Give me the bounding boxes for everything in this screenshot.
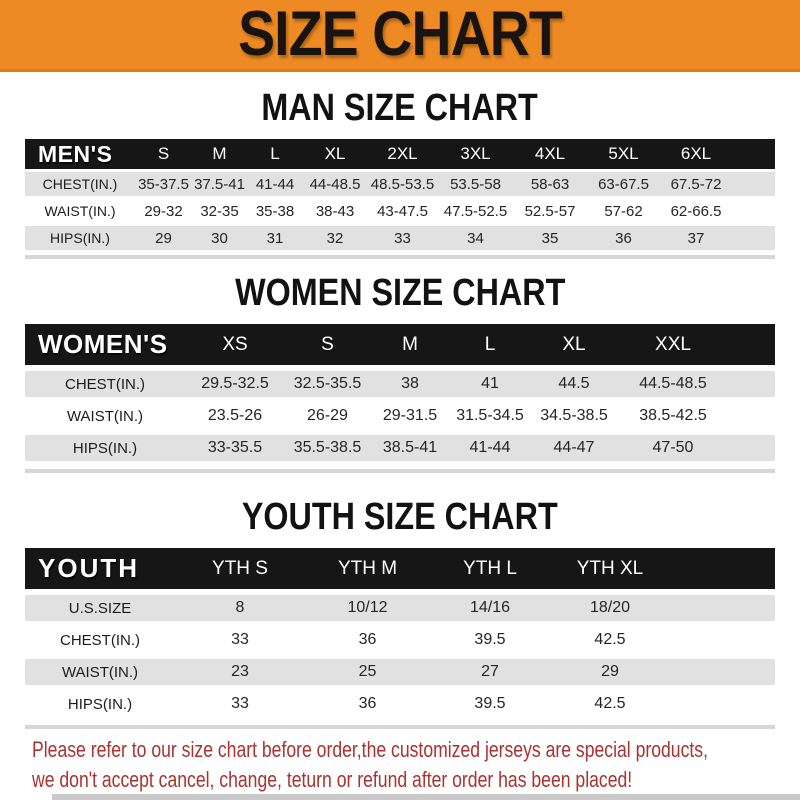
value-cell: 44-48.5: [303, 172, 367, 196]
women-section-heading: [0, 273, 800, 313]
value-cell: 38: [370, 371, 450, 397]
youth-chest-row: [25, 627, 775, 653]
value-cell: 32.5-35.5: [285, 371, 370, 397]
value-cell: 39.5: [430, 627, 550, 653]
value-cell: 35.5-38.5: [285, 435, 370, 461]
page-title: SIZE CHART: [238, 0, 562, 69]
value-cell: 47.5-52.5: [438, 199, 513, 223]
size-header-cell: 4XL: [513, 139, 587, 169]
row-label-cell: HIPS(IN.): [25, 691, 175, 717]
value-cell: 35-37.5: [135, 172, 192, 196]
value-cell: 29-31.5: [370, 403, 450, 429]
value-cell: 38-43: [303, 199, 367, 223]
size-header-cell: S: [135, 139, 192, 169]
size-header-cell: M: [370, 324, 450, 365]
value-cell: 38.5-41: [370, 435, 450, 461]
size-header-cell: YTH M: [305, 548, 430, 589]
value-cell: 29.5-32.5: [185, 371, 285, 397]
row-label-cell: HIPS(IN.): [25, 435, 185, 461]
size-header-cell: YTH XL: [550, 548, 670, 589]
value-cell: 36: [587, 226, 660, 250]
size-header-cell: YTH S: [175, 548, 305, 589]
policy-line-1: Please refer to our size chart before order,the customized jerseys are special products,: [32, 737, 708, 762]
spacer-cell: [728, 324, 775, 365]
value-cell: 23.5-26: [185, 403, 285, 429]
spacer-cell: [732, 139, 775, 169]
size-header-cell: S: [285, 324, 370, 365]
men-chest-row: [25, 172, 775, 196]
women-hips-row: [25, 435, 775, 461]
youth-section-heading: [0, 497, 800, 537]
value-cell: 33-35.5: [185, 435, 285, 461]
value-cell: 33: [367, 226, 438, 250]
value-cell: 44.5: [530, 371, 618, 397]
size-header-cell: L: [247, 139, 303, 169]
men-corner-label: MEN'S: [25, 139, 135, 169]
size-header-cell: YTH L: [430, 548, 550, 589]
men-section-heading-text: MAN SIZE CHART: [261, 87, 539, 129]
youth-waist-row: [25, 659, 775, 685]
men-table-bottom-edge: [25, 255, 775, 259]
value-cell: 47-50: [618, 435, 728, 461]
value-cell: 23: [175, 659, 305, 685]
value-cell: 36: [305, 691, 430, 717]
policy-line-2: we don't accept cancel, change, teturn or refund after order has been placed!: [32, 767, 633, 792]
value-cell: 37: [660, 226, 732, 250]
women-table-bottom-edge: [25, 469, 775, 473]
spacer-cell: [728, 371, 775, 397]
value-cell: 33: [175, 627, 305, 653]
size-header-cell: L: [450, 324, 530, 365]
men-section-heading: [0, 88, 800, 128]
spacer-cell: [670, 627, 775, 653]
youth-hips-row: [25, 691, 775, 717]
value-cell: 42.5: [550, 691, 670, 717]
spacer-cell: [670, 595, 775, 621]
value-cell: 38.5-42.5: [618, 403, 728, 429]
value-cell: 41-44: [450, 435, 530, 461]
value-cell: 35: [513, 226, 587, 250]
women-chest-row: [25, 371, 775, 397]
value-cell: 39.5: [430, 691, 550, 717]
size-header-cell: 3XL: [438, 139, 513, 169]
value-cell: 33: [175, 691, 305, 717]
value-cell: 31.5-34.5: [450, 403, 530, 429]
women-section-heading-text: WOMEN SIZE CHART: [234, 272, 566, 314]
size-header-cell: 6XL: [660, 139, 732, 169]
bottom-edge-strip: [52, 794, 800, 800]
spacer-cell: [670, 659, 775, 685]
youth-header-row: [25, 548, 775, 589]
size-header-cell: XS: [185, 324, 285, 365]
size-header-cell: 5XL: [587, 139, 660, 169]
value-cell: 41: [450, 371, 530, 397]
row-label-cell: U.S.SIZE: [25, 595, 175, 621]
youth-table-bottom-edge: [25, 725, 775, 729]
value-cell: 36: [305, 627, 430, 653]
spacer-cell: [732, 172, 775, 196]
value-cell: 29: [135, 226, 192, 250]
value-cell: 14/16: [430, 595, 550, 621]
youth-ussize-row: [25, 595, 775, 621]
men-header-row: [25, 139, 775, 169]
spacer-cell: [732, 199, 775, 223]
value-cell: 53.5-58: [438, 172, 513, 196]
value-cell: 62-66.5: [660, 199, 732, 223]
value-cell: 18/20: [550, 595, 670, 621]
row-label-cell: CHEST(IN.): [25, 172, 135, 196]
spacer-cell: [670, 691, 775, 717]
men-size-table: [25, 136, 775, 253]
value-cell: 63-67.5: [587, 172, 660, 196]
women-corner-label: WOMEN'S: [25, 324, 185, 365]
value-cell: 10/12: [305, 595, 430, 621]
spacer-cell: [670, 548, 775, 589]
youth-size-table: [25, 542, 775, 723]
size-header-cell: 2XL: [367, 139, 438, 169]
row-label-cell: WAIST(IN.): [25, 403, 185, 429]
row-label-cell: HIPS(IN.): [25, 226, 135, 250]
value-cell: 31: [247, 226, 303, 250]
youth-corner-label: YOUTH: [25, 548, 175, 589]
value-cell: 58-63: [513, 172, 587, 196]
order-policy-note: [32, 735, 800, 795]
size-header-cell: XL: [530, 324, 618, 365]
value-cell: 43-47.5: [367, 199, 438, 223]
spacer-cell: [732, 226, 775, 250]
value-cell: 57-62: [587, 199, 660, 223]
size-chart-banner: [0, 0, 800, 72]
youth-section-heading-text: YOUTH SIZE CHART: [242, 496, 558, 538]
value-cell: 44.5-48.5: [618, 371, 728, 397]
value-cell: 48.5-53.5: [367, 172, 438, 196]
women-waist-row: [25, 403, 775, 429]
value-cell: 29: [550, 659, 670, 685]
women-header-row: [25, 324, 775, 365]
value-cell: 42.5: [550, 627, 670, 653]
women-size-table: [25, 318, 775, 467]
value-cell: 35-38: [247, 199, 303, 223]
value-cell: 67.5-72: [660, 172, 732, 196]
value-cell: 8: [175, 595, 305, 621]
row-label-cell: CHEST(IN.): [25, 371, 185, 397]
size-header-cell: XL: [303, 139, 367, 169]
value-cell: 27: [430, 659, 550, 685]
value-cell: 32: [303, 226, 367, 250]
row-label-cell: CHEST(IN.): [25, 627, 175, 653]
spacer-cell: [728, 435, 775, 461]
men-hips-row: [25, 226, 775, 250]
value-cell: 52.5-57: [513, 199, 587, 223]
value-cell: 32-35: [192, 199, 247, 223]
row-label-cell: WAIST(IN.): [25, 199, 135, 223]
size-header-cell: M: [192, 139, 247, 169]
value-cell: 34: [438, 226, 513, 250]
value-cell: 44-47: [530, 435, 618, 461]
value-cell: 34.5-38.5: [530, 403, 618, 429]
value-cell: 37.5-41: [192, 172, 247, 196]
row-label-cell: WAIST(IN.): [25, 659, 175, 685]
spacer-cell: [728, 403, 775, 429]
value-cell: 30: [192, 226, 247, 250]
value-cell: 41-44: [247, 172, 303, 196]
men-waist-row: [25, 199, 775, 223]
value-cell: 25: [305, 659, 430, 685]
value-cell: 26-29: [285, 403, 370, 429]
size-header-cell: XXL: [618, 324, 728, 365]
value-cell: 29-32: [135, 199, 192, 223]
